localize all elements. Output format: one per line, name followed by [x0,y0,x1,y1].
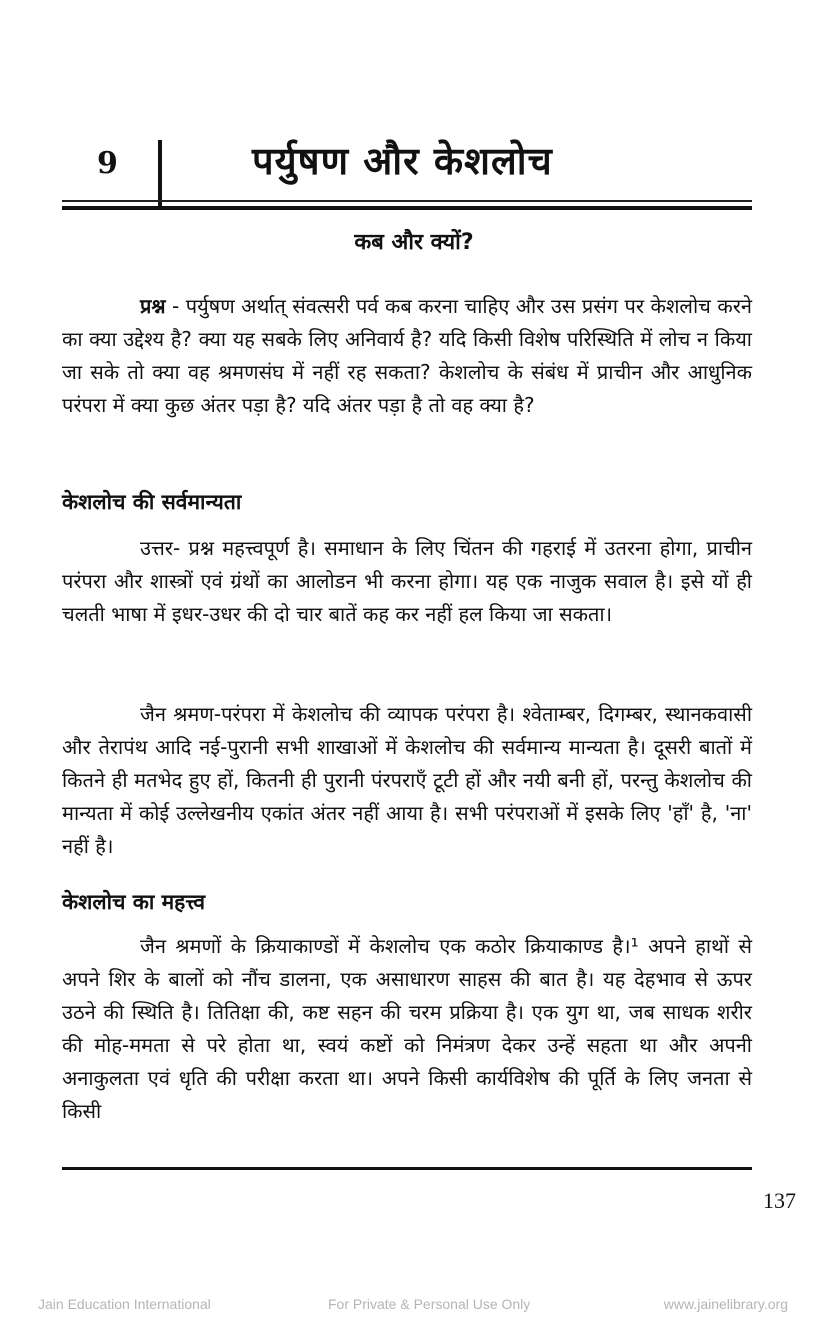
question-paragraph [62,290,752,422]
chapter-number: 9 [97,146,118,181]
question-text: - पर्युषण अर्थात् संवत्सरी पर्व कब करना चाहिए और उस प्रसंग पर केशलोच करने का क्या उद्देश्य है? क्या यह सबके लिए अनिवार्य है? यदि किसी विशेष परिस्थिति में लोच न किया जा सके तो क्या वह श्रमणसंघ में नहीं रह सकता? केशलोच के संबंध में प्राचीन और आधुनिक परंपरा में क्या कुछ अंतर पड़ा है? यदि अंतर पड़ा है तो वह क्या है? [62,294,752,417]
section-subtitle: कब और क्यों? [354,230,474,255]
section-body [62,532,752,631]
watermark-right: www.jainelibrary.org [663,1296,788,1312]
header-rule-thin [62,200,752,202]
chapter-header [62,128,752,208]
watermark-center: For Private & Personal Use Only [328,1296,531,1312]
section-heading: केशलोच का महत्त्व [62,890,206,914]
section-body [62,930,752,1128]
body-paragraph: जैन श्रमणों के क्रियाकाण्डों में केशलोच एक कठोर क्रियाकाण्ड है।¹ अपने हाथों से अपने शिर के बालों को नौंच डालना, एक असाधारण साहस की बात है। यह देहभाव से ऊपर उठने की स्थिति है। तितिक्षा की, कष्ट सहन की चरम प्रक्रिया है। एक युग था, जब साधक शरीर की मोह-ममता से परे होता था, स्वयं कष्टों को निमंत्रण देकर उन्हें सहता था और अपनी अनाकुलता एवं धृति की परीक्षा करता था। अपने किसी कार्यविशेष की पूर्ति के लिए जनता से किसी [62,934,752,1123]
question-block [62,290,752,422]
header-rule-thick [62,206,752,210]
footer-rule [62,1167,752,1170]
body-paragraph: जैन श्रमण-परंपरा में केशलोच की व्यापक परंपरा है। श्वेताम्बर, दिगम्बर, स्थानकवासी और तेरापंथ आदि नई-पुरानी सभी शाखाओं में केशलोच की सर्वमान्य मान्यता है। दूसरी बातों में कितने ही मतभेद हुए हों, कितनी ही पुरानी पंरपराएँ टूटी हों और नयी बनी हों, परन्तु केशलोच की मान्यता में कोई उल्लेखनीय एकांत अंतर नहीं आया है। सभी परंपराओं में इसके लिए 'हाँ' है, 'ना' नहीं है। [62,702,752,858]
question-label: प्रश्न [140,294,166,318]
chapter-title: पर्युषण और केशलोच [252,139,553,183]
body-paragraph: उत्तर- प्रश्न महत्त्वपूर्ण है। समाधान के लिए चिंतन की गहराई में उतरना होगा, प्राचीन परंपरा और शास्त्रों एवं ग्रंथों का आलोडन भी करना होगा। यह एक नाजुक सवाल है। इसे यों ही चलती भाषा में इधर-उधर की दो चार बातें कह कर नहीं हल किया जा सकता। [62,536,752,626]
page-number: 137 [763,1188,796,1213]
section-body [62,698,752,863]
watermark-left: Jain Education International [38,1296,211,1312]
section-heading: केशलोच की सर्वमान्यता [62,490,242,514]
